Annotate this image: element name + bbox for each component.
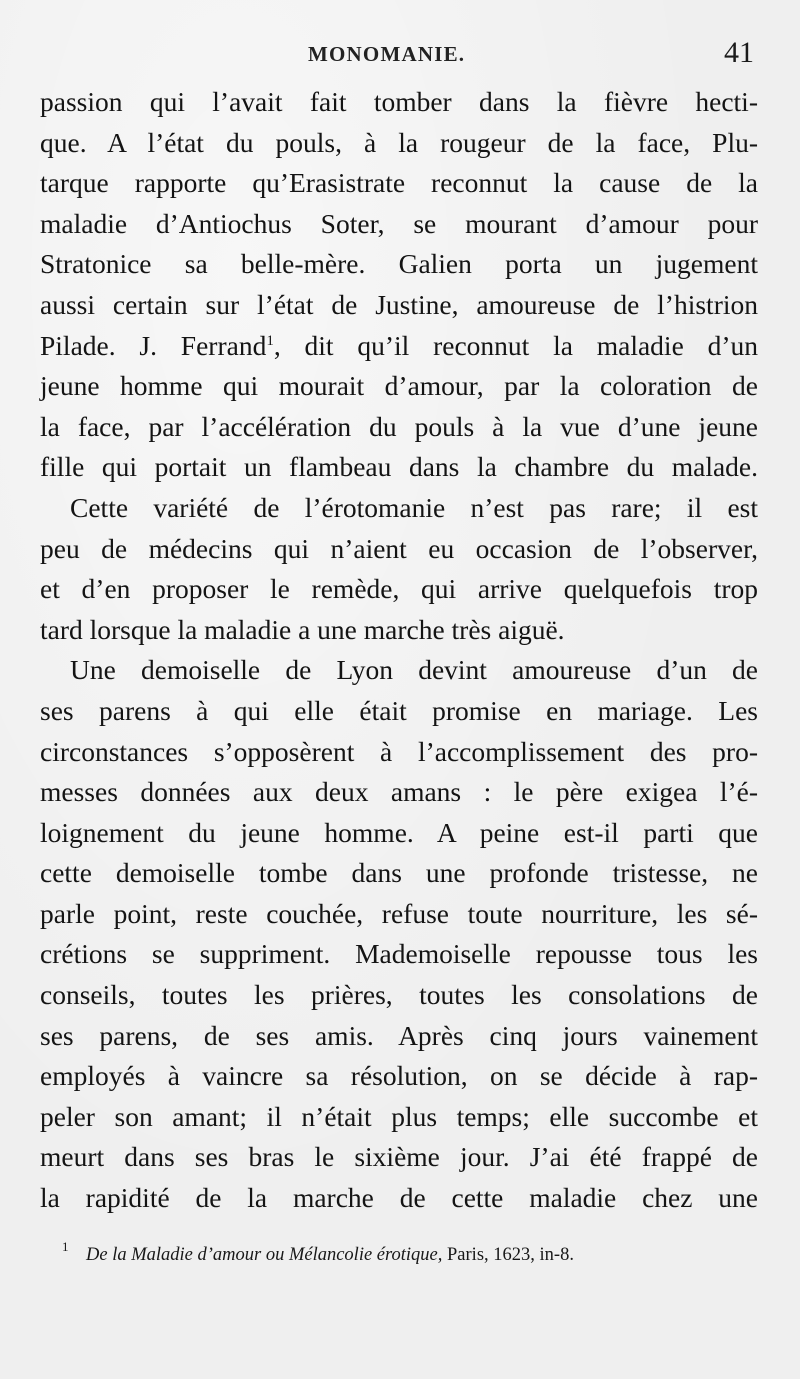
text-line: conseils, toutes les prières, toutes les consolations de — [40, 979, 758, 1011]
text-line: cette demoiselle tombe dans une profonde tristesse, ne — [40, 857, 758, 889]
body-text — [40, 82, 758, 1219]
text-line: ses parens, de ses amis. Après cinq jours vainement — [40, 1019, 758, 1051]
text-line: passion qui l’avait fait tomber dans la fièvre hecti- — [40, 86, 758, 117]
text-line: crétions se suppriment. Mademoiselle repousse tous les — [40, 938, 758, 970]
text-line: Stratonice sa belle-mère. Galien porta un jugement — [40, 248, 758, 280]
page-number: 41 — [724, 36, 754, 69]
footnote-text — [86, 1245, 574, 1266]
text-line: circonstances s’opposèrent à l’accomplissement des pro- — [40, 735, 758, 767]
footnote-number: 1 — [62, 1239, 69, 1254]
text-line: que. A l’état du pouls, à la rougeur de la face, Plu- — [40, 126, 758, 158]
running-title: MONOMANIE. — [308, 42, 466, 66]
text-line: peu de médecins qui n’aient eu occasion de l’observer, — [40, 532, 758, 564]
text-line: aussi certain sur l’état de Justine, amoureuse de l’histrion — [40, 288, 758, 320]
text-line: ses parens à qui elle était promise en mariage. Les — [40, 694, 758, 726]
footnote-reference: 1 — [266, 332, 274, 349]
text-line: jeune homme qui mourait d’amour, par la coloration de — [40, 370, 758, 402]
footnote-work-title: De la Maladie d’amour ou Mélancolie érotique, — [86, 1245, 443, 1265]
running-head — [0, 36, 800, 80]
text-line-with-footnote-ref — [40, 326, 758, 367]
text-line: peler son amant; il n’était plus temps; elle succombe et — [40, 1100, 758, 1132]
text-segment: Pilade. J. Ferrand — [40, 329, 267, 361]
text-line: messes données aux deux amans : le père exigea l’é- — [40, 776, 758, 808]
text-line: meurt dans ses bras le sixième jour. J’ai été frappé de — [40, 1141, 758, 1173]
text-line: la rapidité de la marche de cette maladie chez une — [40, 1182, 758, 1214]
text-line: la face, par l’accélération du pouls à la vue d’une jeune — [40, 410, 758, 442]
text-line: maladie d’Antiochus Soter, se mourant d’amour pour — [40, 207, 758, 239]
text-line: parle point, reste couchée, refuse toute nourriture, les sé- — [40, 897, 758, 929]
text-segment: , dit qu’il reconnut la maladie d’un — [273, 329, 758, 361]
text-line: et d’en proposer le remède, qui arrive quelquefois trop — [40, 573, 758, 605]
text-line: Une demoiselle de Lyon devint amoureuse d’un de — [70, 654, 758, 686]
text-line: tarque rapporte qu’Erasistrate reconnut la cause de la — [40, 167, 758, 199]
footnote-publication: Paris, 1623, in-8. — [442, 1245, 574, 1265]
text-line: employés à vaincre sa résolution, on se décide à rap- — [40, 1060, 758, 1092]
text-line: loignement du jeune homme. A peine est-il parti que — [40, 816, 758, 848]
text-line: tard lorsque la maladie a une marche très aiguë. — [40, 613, 565, 645]
text-line: Cette variété de l’érotomanie n’est pas rare; il est — [70, 491, 758, 523]
text-line: fille qui portait un flambeau dans la chambre du malade. — [40, 451, 758, 483]
